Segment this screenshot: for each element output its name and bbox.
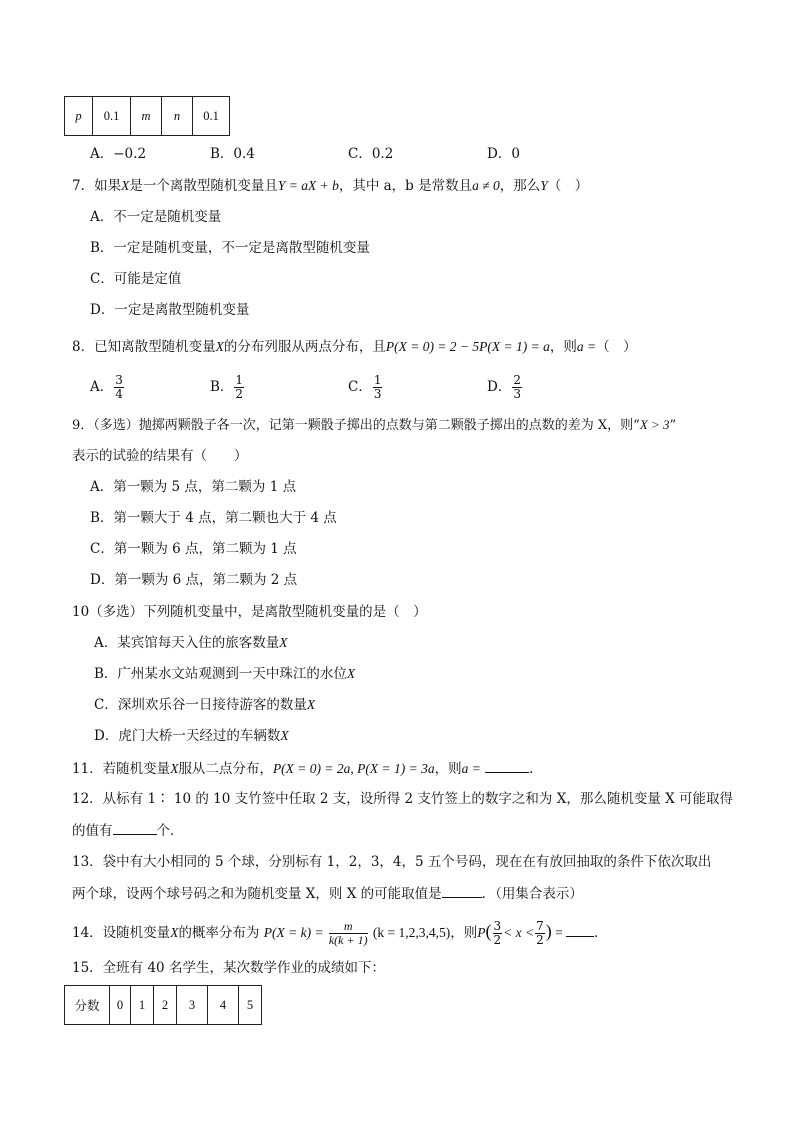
q6-option-c: C．0.2 <box>348 146 394 162</box>
score-table <box>64 985 262 1025</box>
table-cell: 3 <box>177 986 208 1025</box>
answer-blank <box>566 922 594 937</box>
q10-option-a: A．某宾馆每天入住的旅客数量X <box>94 635 288 651</box>
q10-option-b: B．广州某水文站观测到一天中珠江的水位X <box>94 666 356 682</box>
q7-stem: 7．如果X是一个离散型随机变量且Y = aX + b，其中 a，b 是常数且a ≠ 0，那么Y（ ） <box>72 178 589 194</box>
q6-option-a: A．−0.2 <box>90 146 147 162</box>
q12-stem-line1: 12．从标有 1∶ 10 的 10 支竹签中任取 2 支，设所得 2 支竹签上的数字之和为 X，那么随机变量 X 可能取得 <box>72 791 734 807</box>
table-row <box>65 986 262 1025</box>
table-cell: p <box>65 97 93 136</box>
q9-stem-line1: 9．（多选）抛掷两颗骰子各一次，记第一颗骰子掷出的点数与第二颗骰子掷出的点数的差为 X，则“X > 3” <box>72 417 677 433</box>
fraction: $\frac{3}{2}$ <box>493 919 502 947</box>
q12-stem-line2: 的值有 个． <box>72 820 184 841</box>
answer-blank <box>485 758 529 773</box>
q13-stem-line2: 两个球，设两个球号码之和为随机变量 X，则 X 的可能取值是 ．（用集合表示） <box>72 883 583 904</box>
q7-option-d: D．一定是离散型随机变量 <box>90 302 250 318</box>
q6-option-d: D．0 <box>487 146 520 162</box>
q7-option-c: C．可能是定值 <box>90 271 182 287</box>
q7-option-a: A．不一定是随机变量 <box>90 209 222 225</box>
q8-option-a: A． $\frac{3}{4}$ <box>90 373 123 401</box>
q9-option-d: D．第一颗为 6 点，第二颗为 2 点 <box>90 572 298 588</box>
table-row <box>65 97 230 136</box>
fraction: $\frac{2}{3}$ <box>513 373 521 401</box>
q10-stem: 10（多选）下列随机变量中，是离散型随机变量的是（ ） <box>72 604 427 620</box>
q13-stem-line1: 13．袋中有大小相同的 5 个球，分别标有 1，2，3，4，5 五个号码，现在在有放回抽取的条件下依次取出 <box>72 854 712 870</box>
table-cell: 5 <box>239 986 262 1025</box>
fraction: $\frac{m}{k(k + 1)}$ <box>328 919 368 947</box>
table-cell: 1 <box>131 986 154 1025</box>
fraction: $\frac{3}{4}$ <box>115 373 123 401</box>
q7-option-b: B．一定是随机变量，不一定是离散型随机变量 <box>90 240 370 256</box>
answer-blank <box>442 883 482 898</box>
q8-option-c: C． $\frac{1}{3}$ <box>348 373 382 401</box>
q14-stem: 14．设随机变量X的概率分布为 P(X = k) = $\frac{m}{k(k + 1)} (k = 1,2,3,4,5)$，则P( $\frac{3}{2}$ < x < $\frac{7}{2}$ ) = ． <box>72 919 608 947</box>
table-cell: m <box>131 97 162 136</box>
distribution-table-top <box>64 96 230 136</box>
q9-option-b: B．第一颗大于 4 点，第二颗也大于 4 点 <box>90 510 337 526</box>
q15-stem: 15．全班有 40 名学生，某次数学作业的成绩如下： <box>72 960 385 976</box>
q8-option-d: D． $\frac{2}{3}$ <box>487 373 521 401</box>
fraction: $\frac{1}{3}$ <box>373 373 382 401</box>
table-cell: 2 <box>154 986 177 1025</box>
q10-option-c: C．深圳欢乐谷一日接待游客的数量X <box>94 697 316 713</box>
table-cell: 分数 <box>65 986 110 1025</box>
q6-option-b: B．0.4 <box>210 146 255 162</box>
q8-option-b: B． $\frac{1}{2}$ <box>210 373 244 401</box>
q10-option-d: D．虎门大桥一天经过的车辆数X <box>94 728 289 744</box>
table-cell: 0 <box>110 986 131 1025</box>
table-cell: 4 <box>208 986 239 1025</box>
q9-option-a: A．第一颗为 5 点，第二颗为 1 点 <box>90 479 297 495</box>
q11-stem: 11．若随机变量X服从二点分布，P(X = 0) = 2a, P(X = 1) = 3a，则a = . <box>72 758 533 779</box>
table-cell: 0.1 <box>193 97 230 136</box>
q9-stem-line2: 表示的试验的结果有（ ） <box>72 448 248 464</box>
q8-stem: 8．已知离散型随机变量X的分布列服从两点分布，且P(X = 0) = 2 − 5P(X = 1) = a，则a =（ ） <box>72 339 637 355</box>
fraction: $\frac{7}{2}$ <box>536 919 544 947</box>
table-cell: 0.1 <box>93 97 131 136</box>
q9-option-c: C．第一颗为 6 点，第二颗为 1 点 <box>90 541 297 557</box>
table-cell: n <box>162 97 193 136</box>
fraction: $\frac{1}{2}$ <box>235 373 244 401</box>
answer-blank <box>113 820 157 835</box>
